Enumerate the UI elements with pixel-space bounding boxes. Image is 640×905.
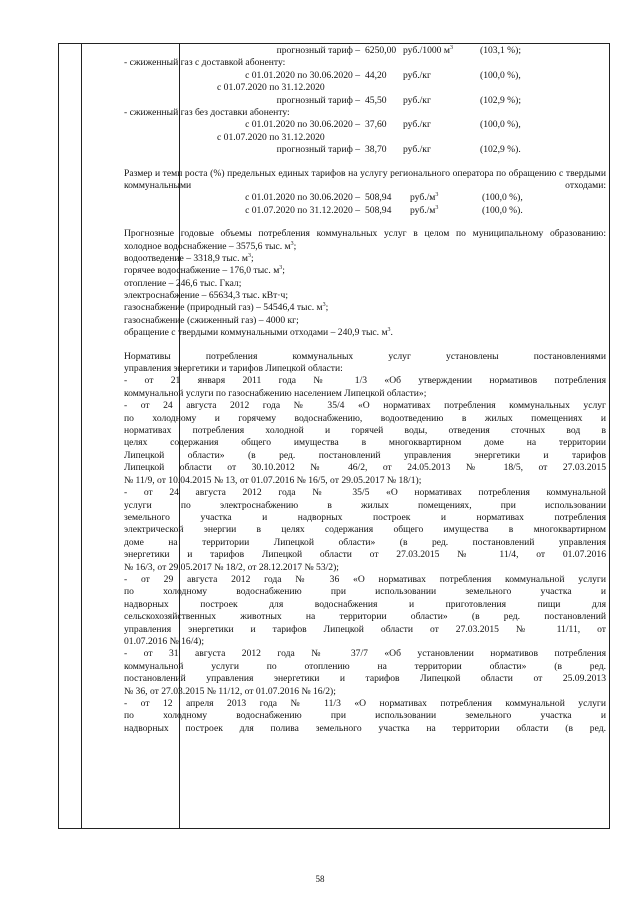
tariff-unit bbox=[403, 70, 431, 82]
table-cell-content bbox=[124, 45, 606, 735]
norms-text-line: Нормативы потребления коммунальных услуг установлены постановлениями bbox=[124, 350, 606, 362]
norms-text-line: № 11/9, от 10.04.2015 № 13, от 01.07.2016 № 16/5, от 29.05.2017 № 18/1); bbox=[124, 474, 422, 486]
unit-superscript: 3 bbox=[279, 265, 283, 272]
unit-superscript: 3 bbox=[387, 327, 391, 334]
volume-text: горячее водоснабжение – 176,0 тыс. м bbox=[124, 265, 280, 277]
tariff-label: с 01.01.2020 по 30.06.2020 – bbox=[245, 119, 360, 131]
norms-text-line: энергетики и тарифов Липецкой области от 27.03.2015 № 11/4, от 01.07.2016 bbox=[124, 549, 606, 561]
tariff-unit-text: руб./кг bbox=[403, 94, 431, 106]
volume-end: ; bbox=[250, 252, 254, 264]
volume-item bbox=[124, 253, 606, 265]
tariff-unit-text: руб./кг bbox=[403, 69, 431, 81]
norms-text-line: электрической энергии в целях содержания общего имущества в многоквартирном bbox=[124, 524, 606, 536]
tariff-unit bbox=[410, 192, 438, 204]
unit-superscript: 3 bbox=[322, 302, 326, 309]
norms-text-line: по холодному водоснабжению при использовании земельного участка и bbox=[124, 586, 606, 598]
unit-superscript: 3 bbox=[290, 240, 294, 247]
tariff-line bbox=[124, 95, 606, 107]
norms-text-line: управления энергетики и тарифов Липецкой области от 27.03.2015 № 11/11, от bbox=[124, 623, 606, 635]
tariff-label: прогнозный тариф – bbox=[276, 94, 360, 106]
volume-end: ; bbox=[325, 302, 329, 314]
volume-item bbox=[124, 265, 606, 277]
volume-item bbox=[124, 302, 606, 314]
unit-superscript: 3 bbox=[435, 192, 439, 199]
norms-text-line: Липецкой области от 30.10.2012 № 46/2, от 24.05.2013 № 18/5, от 27.03.2015 bbox=[124, 462, 606, 474]
table-column-number bbox=[59, 44, 82, 828]
tariff-period: с 01.07.2020 по 31.12.2020 bbox=[217, 82, 325, 94]
norms-text-line: целях содержания общего имущества в многоквартирном доме на территории bbox=[124, 437, 606, 449]
volume-text: холодное водоснабжение – 3575,6 тыс. м bbox=[124, 240, 291, 252]
tariff-label: с 01.01.2020 по 30.06.2020 – bbox=[245, 192, 360, 204]
volume-end: ; bbox=[293, 240, 297, 252]
page-number: 58 bbox=[315, 874, 325, 884]
volume-end: . bbox=[390, 327, 393, 339]
norms-text-line: доме на территории Липецкой области» (в ред. постановлений управления bbox=[124, 536, 606, 548]
norms-text-line: № 36, от 27.03.2015 № 11/12, от 01.07.2016 № 16/2); bbox=[124, 685, 336, 697]
volumes-intro: Прогнозные годовые объемы потребления коммунальных услуг в целом по муниципальному образованию: bbox=[124, 228, 606, 240]
norms-text-line: № 16/3, от 29.05.2017 № 18/2, от 28.12.2017 № 53/2); bbox=[124, 561, 339, 573]
norms-text-line: надворных построек для водоснабжения и приготовления пищи для bbox=[124, 598, 606, 610]
norms-text-line: по холодному водоснабжению при использовании земельного участка и bbox=[124, 710, 606, 722]
norms-text-line: - от 31 августа 2012 года № 37/7 «Об установлении нормативов потребления bbox=[124, 648, 606, 660]
norms-text-line: Липецкой области» (в ред. постановлений управления энергетики и тарифов bbox=[124, 449, 606, 461]
volume-text: газоснабжение (сжиженный газ) – 4000 кг; bbox=[124, 314, 299, 326]
tariff-growth-percent: (100,0 %), bbox=[480, 69, 521, 81]
volume-text: водоотведение – 3318,9 тыс. м bbox=[124, 252, 248, 264]
tariff-value: 45,50 bbox=[365, 94, 387, 106]
tariff-unit-text: руб./м bbox=[410, 204, 436, 216]
tariff-unit-text: руб./м bbox=[410, 192, 436, 204]
tariff-unit bbox=[403, 119, 431, 131]
norms-text-line: коммунальной услуги по газоснабжению населением Липецкой области»; bbox=[124, 387, 427, 399]
tariff-value: 37,60 bbox=[365, 119, 387, 131]
volume-item bbox=[124, 290, 606, 302]
volume-item bbox=[124, 315, 606, 327]
tariff-line bbox=[124, 192, 606, 204]
norms-text-line: земельного участка и надворных построек и нормативах потребления bbox=[124, 511, 606, 523]
norms-text-line: - от 24 августа 2012 года № 35/5 «О нормативах потребления коммунальной bbox=[124, 487, 606, 499]
tariff-line bbox=[124, 205, 606, 217]
waste-intro: Размер и темп роста (%) предельных единых тарифов на услугу регионального оператора по обращению с твердыми коммунальными отходами: bbox=[124, 167, 606, 191]
tariff-value: 6250,00 bbox=[365, 45, 397, 56]
norms-text-line: - от 24 августа 2012 года № 35/4 «О нормативах потребления коммунальных услуг bbox=[124, 400, 606, 412]
tariff-label: прогнозный тариф – bbox=[276, 45, 360, 56]
tariff-growth-percent: (100,0 %). bbox=[482, 204, 523, 216]
volume-item bbox=[124, 278, 606, 290]
tariff-value: 44,20 bbox=[365, 69, 387, 81]
norms-text-line: - от 21 января 2011 года № 1/3 «Об утверждении нормативов потребления bbox=[124, 375, 606, 387]
tariff-unit-text: руб./1000 м bbox=[403, 45, 450, 56]
volume-end: ; bbox=[282, 265, 285, 277]
norms-text-line: - от 12 апреля 2013 года № 11/3 «О нормативах потребления коммунальной услуги bbox=[124, 698, 606, 710]
tariff-line bbox=[124, 144, 606, 156]
tariff-label: с 01.01.2020 по 30.06.2020 – bbox=[245, 69, 360, 81]
norms-text-line: сельскохозяйственных животных на территории области» (в ред. постановлений bbox=[124, 611, 606, 623]
tariff-line bbox=[124, 70, 606, 82]
volume-item bbox=[124, 327, 606, 339]
norms-text-line: надворных построек для полива земельного участка на территории области (в ред. bbox=[124, 722, 606, 734]
norms-text-line: 01.07.2016 № 16/4); bbox=[124, 635, 205, 647]
tariff-value: 508,94 bbox=[365, 204, 392, 216]
tariff-section-heading: - сжиженный газ без доставки абоненту: bbox=[124, 106, 290, 118]
tariff-unit bbox=[403, 144, 431, 156]
tariff-unit bbox=[403, 45, 453, 57]
tariff-unit-text: руб./кг bbox=[403, 119, 431, 131]
tariff-line bbox=[124, 119, 606, 131]
tariff-period: с 01.07.2020 по 31.12.2020 bbox=[217, 131, 325, 143]
volume-text: электроснабжение – 65634,3 тыс. кВт·ч; bbox=[124, 290, 289, 302]
tariff-unit-text: руб./кг bbox=[403, 144, 431, 156]
norms-text-line: по холодному и горячему водоснабжению, водоотведению в жилых помещениях и bbox=[124, 412, 606, 424]
norms-text-line: нормативах потребления холодной и горячей воды, отведения сточных вод в bbox=[124, 425, 606, 437]
tariff-value: 38,70 bbox=[365, 144, 387, 156]
volume-item bbox=[124, 241, 606, 253]
tariff-unit bbox=[410, 205, 438, 217]
tariff-section-heading: - сжиженный газ с доставкой абоненту: bbox=[124, 57, 286, 69]
tariff-growth-percent: (102,9 %); bbox=[480, 94, 522, 106]
norms-text-line: постановлений управления энергетики и тарифов Липецкой области от 25.09.2013 bbox=[124, 673, 606, 685]
consumption-volumes-block bbox=[124, 228, 606, 340]
gas-tariffs-block bbox=[124, 45, 606, 157]
volume-text: отопление – 246,6 тыс. Гкал; bbox=[124, 277, 242, 289]
norms-text-line: коммунальной услуги по отоплению на территории области» (в ред. bbox=[124, 660, 606, 672]
tariff-growth-percent: (102,9 %). bbox=[480, 144, 521, 156]
tariff-value: 508,94 bbox=[365, 192, 392, 204]
tariff-label: с 01.07.2020 по 31.12.2020 – bbox=[245, 204, 360, 216]
volume-text: газоснабжение (природный газ) – 54546,4 тыс. м bbox=[124, 302, 323, 314]
unit-superscript: 3 bbox=[449, 44, 453, 51]
tariff-growth-percent: (100,0 %), bbox=[480, 119, 521, 131]
unit-superscript: 3 bbox=[435, 204, 439, 211]
norms-text-line: услуги по электроснабжению в жилых помещениях, при использовании bbox=[124, 499, 606, 511]
norms-text-line: управления энергетики и тарифов Липецкой области: bbox=[124, 363, 343, 375]
unit-superscript: 3 bbox=[247, 252, 251, 259]
consumption-norms-block bbox=[124, 351, 606, 736]
tariff-growth-percent: (100,0 %), bbox=[482, 192, 523, 204]
tariff-unit bbox=[403, 95, 431, 107]
volume-text: обращение с твердыми коммунальными отходами – 240,9 тыс. м bbox=[124, 327, 388, 339]
tariff-label: прогнозный тариф – bbox=[276, 144, 360, 156]
tariff-line bbox=[124, 45, 606, 57]
tariff-growth-percent: (103,1 %); bbox=[480, 45, 522, 56]
waste-tariffs-block bbox=[124, 168, 606, 218]
norms-text-line: - от 29 августа 2012 года № 36 «О нормативах потребления коммунальной услуги bbox=[124, 573, 606, 585]
